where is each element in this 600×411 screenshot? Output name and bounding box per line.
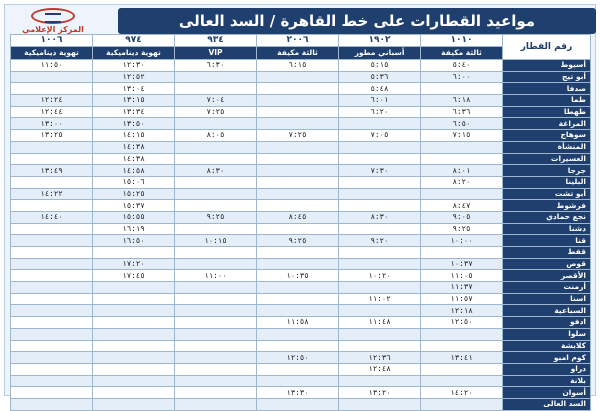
table-row <box>11 60 591 72</box>
departure-time: ٩:٠٥ <box>421 211 503 223</box>
table-row <box>11 106 591 118</box>
departure-time <box>93 282 175 294</box>
table-row <box>11 141 591 153</box>
departure-time <box>175 352 257 364</box>
departure-time: ١٣:٥٠ <box>93 118 175 130</box>
departure-time <box>257 165 339 177</box>
departure-time <box>339 305 421 317</box>
departure-time <box>11 235 93 247</box>
train-number-row <box>11 35 591 47</box>
departure-time <box>257 106 339 118</box>
departure-time: ٦:٥٠ <box>421 118 503 130</box>
departure-time <box>11 83 93 95</box>
departure-time <box>421 375 503 387</box>
departure-time: ٦:٣٦ <box>421 106 503 118</box>
table-row <box>11 83 591 95</box>
departure-time: ٥:٤٠ <box>421 60 503 72</box>
departure-time <box>11 71 93 83</box>
departure-time: ١٣:٤١ <box>421 352 503 364</box>
departure-time <box>11 363 93 375</box>
departure-time <box>11 352 93 364</box>
departure-time: ٩:٢٥ <box>257 235 339 247</box>
departure-time <box>421 398 503 410</box>
departure-time <box>93 293 175 305</box>
departure-time <box>339 328 421 340</box>
train-type: تهوية ديناميكية <box>11 47 93 60</box>
station-name: الأقصر <box>503 270 591 282</box>
departure-time <box>421 328 503 340</box>
departure-time: ١٣:٠٤ <box>93 83 175 95</box>
departure-time: ١٣:٢٥ <box>11 130 93 142</box>
departure-time: ١٣:٣٠ <box>257 387 339 399</box>
departure-time <box>93 375 175 387</box>
departure-time: ١٠:٠٠ <box>421 235 503 247</box>
departure-time <box>93 305 175 317</box>
table-row <box>11 176 591 188</box>
departure-time <box>257 340 339 352</box>
departure-time: ٨:٣٠ <box>339 211 421 223</box>
media-center-logo <box>8 6 98 36</box>
train-number: ١٠٠٦ <box>11 35 93 47</box>
departure-time: ١٠:٢٠ <box>339 270 421 282</box>
departure-time: ٦:٠١ <box>339 95 421 107</box>
departure-time <box>257 398 339 410</box>
station-name: فرشوط <box>503 200 591 212</box>
departure-time <box>93 328 175 340</box>
train-schedule-table <box>10 34 591 411</box>
train-number: ٢٠٠٦ <box>257 35 339 47</box>
departure-time: ١١:٠٠ <box>175 270 257 282</box>
station-name: طهطا <box>503 106 591 118</box>
departure-time <box>175 153 257 165</box>
departure-time <box>11 270 93 282</box>
departure-time: ١٤:٤٠ <box>11 211 93 223</box>
departure-time: ٩:٢٥ <box>421 223 503 235</box>
departure-time <box>11 293 93 305</box>
schedule-body <box>11 60 591 411</box>
station-name: اسنا <box>503 293 591 305</box>
departure-time: ٧:٢٥ <box>257 130 339 142</box>
station-name: البلينا <box>503 176 591 188</box>
departure-time <box>175 141 257 153</box>
departure-time: ١١:٠٥ <box>421 270 503 282</box>
departure-time <box>339 176 421 188</box>
departure-time: ٥:٤٨ <box>339 83 421 95</box>
departure-time: ١٤:٣٨ <box>93 141 175 153</box>
train-number: ٩٣٤ <box>175 35 257 47</box>
station-name: أبو تشت <box>503 188 591 200</box>
departure-time <box>11 223 93 235</box>
departure-time: ٦:١٥ <box>257 60 339 72</box>
table-row <box>11 71 591 83</box>
departure-time: ١٣:٤٩ <box>11 165 93 177</box>
train-type: أسباني مطور <box>339 47 421 60</box>
departure-time <box>257 200 339 212</box>
departure-time <box>175 188 257 200</box>
departure-time <box>93 247 175 259</box>
departure-time: ١٠:١٥ <box>175 235 257 247</box>
table-row <box>11 375 591 387</box>
table-row <box>11 153 591 165</box>
departure-time: ٧:٢٥ <box>175 106 257 118</box>
departure-time: ١٠:٣٥ <box>257 270 339 282</box>
departure-time <box>93 352 175 364</box>
departure-time <box>339 398 421 410</box>
table-row <box>11 293 591 305</box>
departure-time <box>257 305 339 317</box>
train-type: ثالثة مكيفة <box>257 47 339 60</box>
departure-time: ٧:٠٥ <box>339 130 421 142</box>
departure-time <box>257 188 339 200</box>
departure-time: ١٣:٠٠ <box>11 118 93 130</box>
departure-time: ١١:٥٧ <box>421 293 503 305</box>
departure-time: ٧:٣٠ <box>339 165 421 177</box>
departure-time: ١٤:٥٨ <box>93 165 175 177</box>
departure-time: ٨:٤٥ <box>257 211 339 223</box>
departure-time: ٨:٠١ <box>421 165 503 177</box>
departure-time: ١٢:٢٤ <box>11 95 93 107</box>
table-row <box>11 165 591 177</box>
departure-time <box>175 375 257 387</box>
departure-time: ٦:١٨ <box>421 95 503 107</box>
departure-time: ١٢:٣٠ <box>93 60 175 72</box>
table-row <box>11 235 591 247</box>
table-row <box>11 130 591 142</box>
departure-time <box>257 363 339 375</box>
departure-time: ٥:٣٦ <box>339 71 421 83</box>
table-row <box>11 95 591 107</box>
train-number: ١٩٠٢ <box>339 35 421 47</box>
departure-time <box>93 398 175 410</box>
station-name: ادفو <box>503 317 591 329</box>
departure-time <box>175 223 257 235</box>
departure-time <box>421 247 503 259</box>
departure-time <box>175 398 257 410</box>
table-row <box>11 258 591 270</box>
table-row <box>11 118 591 130</box>
departure-time <box>11 282 93 294</box>
departure-time: ١٦:٥٠ <box>93 235 175 247</box>
station-name: دشنا <box>503 223 591 235</box>
departure-time: ١٤:٢٢ <box>11 188 93 200</box>
departure-time <box>257 118 339 130</box>
departure-time: ١٢:٤٨ <box>339 363 421 375</box>
departure-time <box>257 328 339 340</box>
departure-time <box>11 305 93 317</box>
logo-text: المركز الإعلامي <box>22 25 84 34</box>
station-name: السد العالى <box>503 398 591 410</box>
departure-time <box>11 247 93 259</box>
departure-time <box>421 363 503 375</box>
departure-time <box>175 282 257 294</box>
table-row <box>11 247 591 259</box>
departure-time <box>175 258 257 270</box>
departure-time: ١٦:١٩ <box>93 223 175 235</box>
departure-time <box>93 363 175 375</box>
table-row <box>11 282 591 294</box>
departure-time: ١٧:٤٥ <box>93 270 175 282</box>
page-title: مواعيد القطارات على خط القاهرة / السد العالى <box>118 8 596 34</box>
departure-time <box>11 398 93 410</box>
departure-time <box>175 363 257 375</box>
station-column-header: رقم القطار <box>503 35 591 60</box>
departure-time: ١٥:٢٥ <box>93 188 175 200</box>
station-name: كوم امبو <box>503 352 591 364</box>
table-row <box>11 328 591 340</box>
station-name: طما <box>503 95 591 107</box>
departure-time: ٧:٠٤ <box>175 95 257 107</box>
station-name: قنا <box>503 235 591 247</box>
table-row <box>11 200 591 212</box>
departure-time: ١٢:٤٤ <box>11 106 93 118</box>
departure-time <box>175 118 257 130</box>
departure-time: ١١:٣٧ <box>421 282 503 294</box>
top-bar <box>6 6 594 34</box>
departure-time <box>175 340 257 352</box>
station-name: صدفا <box>503 83 591 95</box>
departure-time <box>11 328 93 340</box>
departure-time <box>175 247 257 259</box>
station-name: السباعية <box>503 305 591 317</box>
departure-time: ٨:٣٠ <box>175 165 257 177</box>
table-row <box>11 363 591 375</box>
departure-time: ٧:١٥ <box>421 130 503 142</box>
station-name: أسوان <box>503 387 591 399</box>
departure-time: ١٠:٣٧ <box>421 258 503 270</box>
departure-time <box>175 305 257 317</box>
departure-time <box>257 83 339 95</box>
table-row <box>11 188 591 200</box>
departure-time: ١٢:٥٢ <box>93 71 175 83</box>
departure-time <box>175 83 257 95</box>
departure-time <box>11 340 93 352</box>
departure-time <box>11 141 93 153</box>
departure-time: ٩:٢٠ <box>339 235 421 247</box>
departure-time: ١١:٥٨ <box>257 317 339 329</box>
departure-time <box>257 176 339 188</box>
table-row <box>11 398 591 410</box>
station-name: المراغة <box>503 118 591 130</box>
departure-time: ٨:٠٥ <box>175 130 257 142</box>
departure-time: ١١:٠٢ <box>339 293 421 305</box>
departure-time: ٥:١٥ <box>339 60 421 72</box>
station-name: أبو تيج <box>503 71 591 83</box>
departure-time <box>421 188 503 200</box>
departure-time <box>175 176 257 188</box>
departure-time <box>339 141 421 153</box>
station-name: أسيوط <box>503 60 591 72</box>
departure-time <box>175 293 257 305</box>
departure-time <box>93 387 175 399</box>
departure-time <box>11 200 93 212</box>
departure-time: ١٢:٣٦ <box>339 352 421 364</box>
departure-time: ١١:٥٠ <box>11 60 93 72</box>
departure-time <box>339 200 421 212</box>
departure-time <box>339 153 421 165</box>
departure-time: ٦:٠٠ <box>421 71 503 83</box>
departure-time <box>257 71 339 83</box>
departure-time <box>11 153 93 165</box>
station-name: العسيرات <box>503 153 591 165</box>
train-type: تهوية ديناميكية <box>93 47 175 60</box>
table-row <box>11 305 591 317</box>
departure-time <box>11 258 93 270</box>
departure-time: ١٧:٢٠ <box>93 258 175 270</box>
departure-time: ١٤:٢٠ <box>421 387 503 399</box>
departure-time: ١٥:٠٦ <box>93 176 175 188</box>
departure-time <box>421 153 503 165</box>
station-name: قفط <box>503 247 591 259</box>
departure-time <box>257 153 339 165</box>
departure-time: ١٣:١٥ <box>93 95 175 107</box>
station-name: كلابشة <box>503 340 591 352</box>
departure-time: ٨:٢٠ <box>421 176 503 188</box>
departure-time <box>11 176 93 188</box>
station-name: سلوا <box>503 328 591 340</box>
departure-time: ١٣:٢٠ <box>339 387 421 399</box>
departure-time <box>339 118 421 130</box>
departure-time <box>339 258 421 270</box>
station-name: جرجا <box>503 165 591 177</box>
table-row <box>11 223 591 235</box>
table-row <box>11 211 591 223</box>
train-type: VIP <box>175 47 257 60</box>
departure-time: ١٢:٥٠ <box>421 317 503 329</box>
station-name: بلانة <box>503 375 591 387</box>
table-row <box>11 352 591 364</box>
station-name: المنشأة <box>503 141 591 153</box>
departure-time: ١٢:١٨ <box>421 305 503 317</box>
departure-time <box>339 375 421 387</box>
departure-time <box>339 282 421 294</box>
departure-time <box>93 317 175 329</box>
departure-time: ٨:٤٧ <box>421 200 503 212</box>
departure-time <box>257 223 339 235</box>
departure-time: ١٢:٥٠ <box>257 352 339 364</box>
departure-time <box>339 223 421 235</box>
station-name: دراو <box>503 363 591 375</box>
departure-time <box>257 258 339 270</box>
departure-time <box>93 340 175 352</box>
station-name: أرمنت <box>503 282 591 294</box>
departure-time: ١٣:٣٤ <box>93 106 175 118</box>
departure-time <box>257 95 339 107</box>
table-row <box>11 387 591 399</box>
departure-time <box>339 188 421 200</box>
departure-time <box>421 340 503 352</box>
departure-time <box>257 282 339 294</box>
departure-time: ٩:٢٥ <box>175 211 257 223</box>
departure-time <box>175 317 257 329</box>
departure-time: ١٥:٥٥ <box>93 211 175 223</box>
train-type: ثالثة مكيفة <box>421 47 503 60</box>
departure-time <box>257 247 339 259</box>
departure-time: ٦:٣٠ <box>175 60 257 72</box>
departure-time: ٦:٢٠ <box>339 106 421 118</box>
train-number: ٩٧٤ <box>93 35 175 47</box>
departure-time: ١٥:٣٧ <box>93 200 175 212</box>
station-name: سوهاج <box>503 130 591 142</box>
departure-time <box>175 71 257 83</box>
departure-time <box>175 387 257 399</box>
logo-emblem-icon <box>31 8 75 24</box>
station-name: نجع حمادي <box>503 211 591 223</box>
departure-time: ١٤:٣٨ <box>93 153 175 165</box>
departure-time <box>421 83 503 95</box>
departure-time <box>11 317 93 329</box>
departure-time <box>339 247 421 259</box>
departure-time: ١١:٤٨ <box>339 317 421 329</box>
departure-time <box>421 141 503 153</box>
train-number: ١٠١٠ <box>421 35 503 47</box>
departure-time <box>11 387 93 399</box>
departure-time <box>175 328 257 340</box>
departure-time <box>257 375 339 387</box>
departure-time <box>175 200 257 212</box>
table-row <box>11 317 591 329</box>
table-row <box>11 340 591 352</box>
departure-time <box>11 375 93 387</box>
departure-time <box>339 340 421 352</box>
departure-time: ١٤:١٥ <box>93 130 175 142</box>
departure-time <box>257 293 339 305</box>
departure-time <box>257 141 339 153</box>
station-name: قوص <box>503 258 591 270</box>
table-row <box>11 270 591 282</box>
